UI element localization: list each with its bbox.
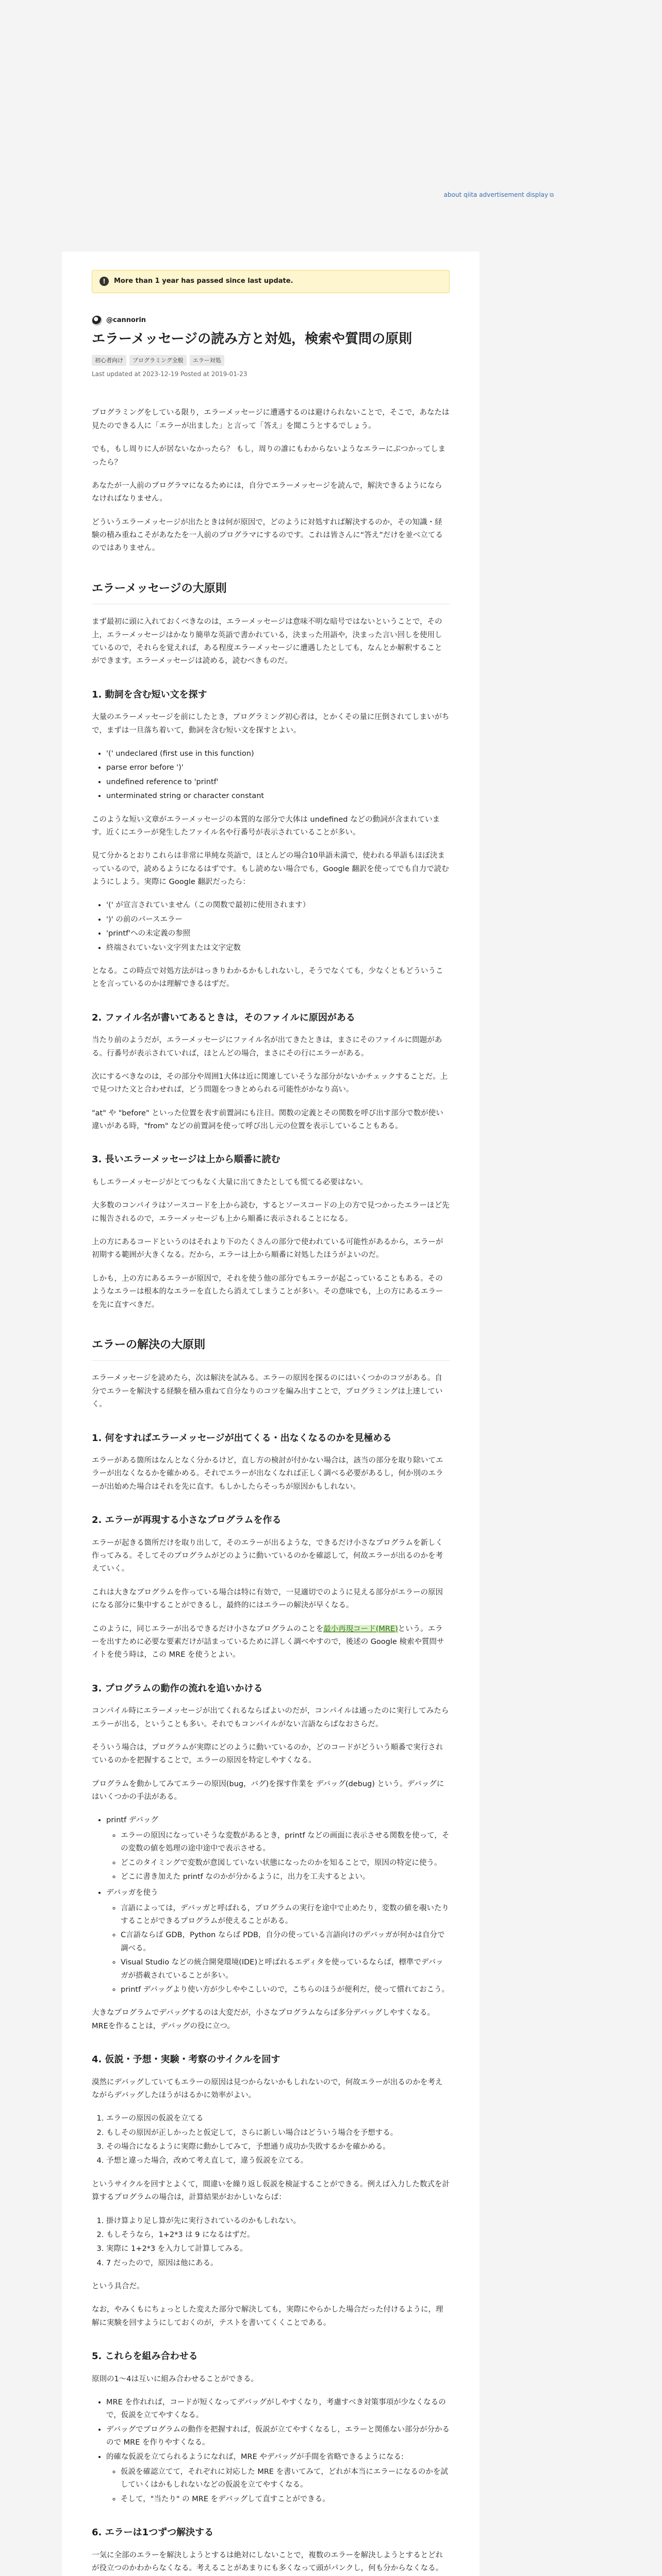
list-item: ◦ エラーの原因になっていそうな変数があるとき，printf などの画面に表示させる関数を使って，その変数の値を処理の途中途中で表示させる。 (121, 1829, 450, 1856)
subsection-heading: 1. 動詞を含む短い文を探す (92, 689, 207, 700)
list-item (106, 2451, 450, 2506)
list-item: • 'printf'への未定義の参照 (106, 927, 450, 940)
bullet-list (106, 1814, 450, 1996)
paragraph: そういう場合は，プログラムが実際にどのように動いているのか，どのコードがどういう順番で実行されているのかを把握することで，エラーの原因を特定しやすくなる。 (92, 1743, 443, 1765)
list-item-label: 的確な仮説を立てられるようになれば，MRE やデバッグが手間を省略できるようになる: (106, 2452, 404, 2461)
stale-warning (92, 270, 450, 293)
list-item: 1. 掛け算より足し算が先に実行されているのかもしれない。 (106, 2215, 450, 2228)
post-dates: Last updated at 2023-12-19 Posted at 2019-01-23 (92, 370, 247, 378)
article (62, 251, 479, 2576)
paragraph: 一気に全部のエラーを解決しようとするは絶対にしないことで，複数のエラーを解決しようとするとどれが役立つのかわからなくなる。考えることがあまりにも多くなって頭がパンクし，何も分からなくなる。 (92, 2551, 443, 2572)
paragraph: コンパイル時にエラーメッセージが出てくれるならばよいのだが，コンパイルは通ったのに実行してみたらエラーが出る，ということも多い。それでもコンパイルがない言語ならばなおさらだ。 (92, 1707, 449, 1728)
list-item: • 終端されていない文字列または文字定数 (106, 942, 450, 955)
paragraph: 当たり前のようだが，エラーメッセージにファイル名が出てきたときは，まさにそのファイルに問題がある。行番号が表示されていれば，ほとんどの場合，まさにその行にエラーがある。 (92, 1036, 442, 1058)
list-item (106, 1887, 450, 1996)
list-item: • '(' が宣言されていません（この関数で最初に使用されます） (106, 899, 450, 912)
ad-link-label: about qiita advertisement display (443, 191, 549, 198)
subsection-heading: 6. エラーは1つずつ解決する (92, 2527, 214, 2538)
author-name[interactable]: @cannorin (106, 316, 146, 324)
paragraph: プログラミングをしている限り，エラーメッセージに遭遇するのは避けられないことで，そこで，あなたは見たのできる人に「エラーが出ました」と言って「答え」を聞こうとするでしょう。 (92, 409, 450, 430)
ad-disclosure-link[interactable] (444, 190, 554, 200)
article-body (92, 406, 450, 2576)
tag-list (92, 355, 450, 366)
subsection-heading: 4. 仮説・予想・実験・考察のサイクルを回す (92, 2054, 280, 2065)
bullet-list (106, 2396, 450, 2506)
list-item: • デバッグでプログラムの動作を把握すれば，仮説が立てやすくなるし，エラーと関係ない部分が分かるので MRE を作りやすくなる。 (106, 2424, 450, 2450)
bullet-list (121, 1902, 450, 1997)
paragraph: 漠然にデバッグしていてもエラーの原因は見つからないかもしれないので，何故エラーが出るのかを考えながらデバッグしたほうがはるかに効率がよい。 (92, 2078, 443, 2099)
section-heading: エラーの解決の大原則 (92, 1335, 450, 1361)
list-item: 3. その場合になるように実際に動かしてみて，予想通り成功か失敗するかを確かめる。 (106, 2141, 450, 2154)
bullet-list (121, 1829, 450, 1884)
list-item-label: デバッガを使う (106, 1889, 158, 1897)
list-item: • parse error before ')' (106, 761, 450, 774)
list-item: • undefined reference to 'printf' (106, 776, 450, 789)
info-icon: ! (100, 277, 109, 286)
list-item: ◦ そして，"当たり" の MRE をデバッグして直すことができる。 (121, 2493, 450, 2506)
bullet-list (121, 2466, 450, 2506)
paragraph: どういうエラーメッセージが出たときは何が原因で，どのように対処すれば解決するのか，その知識・経験の積み重ねこそがあなたを一人前のプログラマにするのです。これは皆さんに“答え”だけを並べ立てるのではありません。 (92, 518, 443, 553)
list-item: ◦ C言語ならば GDB，Python ならば PDB，自分の使っている言語向けのデバッガが何かは自分で調べる。 (121, 1929, 450, 1955)
paragraph: もしエラーメッセージがとてつもなく大量に出てきたとしても慌てる必要はない。 (92, 1178, 368, 1187)
paragraph: 大量のエラーメッセージを前にしたとき，プログラミング初心者は，とかくその量に圧倒されてしまいがちで，まずは一旦落ち着いて，動詞を含む短い文を探すとよい。 (92, 713, 450, 735)
stale-warning-text: More than 1 year has passed since last update. (114, 277, 293, 285)
list-item: 4. 7 だったので，原因は他にある。 (106, 2257, 450, 2270)
list-item: • ')' の前のパースエラー (106, 913, 450, 926)
list-item: 2. もしその原因が正しかったと仮定して，さらに新しい場合はどういう場合を予想する。 (106, 2127, 450, 2140)
list-item: • MRE を作れれば，コードが短くなってデバッグがしやすくなり，考慮すべき対策事項が少なくなるので，仮説を立てやすくなる。 (106, 2396, 450, 2422)
list-item: 3. 実際に 1+2*3 を入力して計算してみる。 (106, 2243, 450, 2256)
list-item: ◦ printf デバッグより使い方が少しややこしいので，こちらのほうが便利だ，使って慣れておこう。 (121, 1984, 450, 1996)
subsection-heading: 3. プログラムの動作の流れを追いかける (92, 1683, 263, 1694)
paragraph: 大多数のコンパイラはソースコードを上から読む，するとソースコードの上の方で見つかったエラーほど先に報告されるので，エラーメッセージも上から順番に表示されることになる。 (92, 1201, 450, 1223)
page-title: エラーメッセージの読み方と対処，検索や質問の原則 (92, 331, 412, 347)
paragraph: このような短い文章がエラーメッセージの本質的な部分で大体は undefined などの動詞が含まれています。近くにエラーが発生したファイル名や行番号が表示されていることが多い。 (92, 815, 440, 837)
bullet-list (106, 899, 450, 955)
section-heading: エラーメッセージの大原則 (92, 579, 450, 605)
paragraph: あなたが一人前のプログラマになるためには，自分でエラーメッセージを読んで，解決できるようにならなければなりません。 (92, 481, 442, 503)
paragraph: "at" や "before" といった位置を表す前置詞にも注目。関数の定義とその関数を呼び出す部分で数が使い違いがある時，"from" などの前置詞を使って呼び出し元の位置を表示していることもある。 (92, 1109, 443, 1131)
text: このように，同じエラーが出るできるだけ小さなプログラムのことを (92, 1624, 324, 1633)
list-item: ◦ 言語によっては，デバッガと呼ばれる，プログラムの実行を途中で止めたり，変数の値を覗いたりすることができるプログラムが使えることがある。 (121, 1902, 450, 1928)
subsection-heading: 2. エラーが再現する小さなプログラムを作る (92, 1515, 282, 1526)
top-bar (0, 0, 662, 196)
paragraph: というサイクルを回すとよくて，間違いを繰り返し仮説を検証することができる。例えば入力した数式を計算するプログラムの場合は，計算結果がおかしいならば： (92, 2180, 450, 2202)
list-item: • unterminated string or character constant (106, 790, 450, 803)
paragraph: なお，やみくもにちょっとした変えた部分で解決しても，実際にやらかした場合だった付けるように，理解に実験を回すようにしておくのが，テストを書いてくくことである。 (92, 2306, 443, 2327)
list-item: 2. もしそうなら，1+2*3 は 9 になるはずだ。 (106, 2229, 450, 2242)
list-item: 4. 予想と違った場合，改めて考え直して，違う仮説を立てる。 (106, 2155, 450, 2167)
list-item: ◦ 仮説を確認立てて，それぞれに対応した MRE を書いてみて，どれが本当にエラーになるのかを試していくはかもしれないなどの仮説を立てやすくなる。 (121, 2466, 450, 2492)
avatar[interactable] (92, 315, 102, 326)
tag[interactable]: プログラミング全般 (129, 355, 187, 366)
paragraph: エラーが起きる箇所だけを取り出して，そのエラーが出るような，できるだけ小さなプログラムを新しく作ってみる。そしてそのプログラムがどのように動いているのかを確認して，何故エラーが出るのかを考えていく。 (92, 1538, 443, 1573)
numbered-list (106, 2112, 450, 2168)
paragraph: しかも，上の方にあるエラーが原因で，それを使う他の部分でもエラーが起こっていることもある。そのようなエラーは根本的なエラーを直したら消えてしまうことが多い。その意味でも，上の方にあるエラーを先に直すべきだ。 (92, 1274, 443, 1309)
list-item: 1. エラーの原因の仮説を立てる (106, 2112, 450, 2125)
list-item: ◦ どこのタイミングで変数が意図していない状態になったのかを知ることで，原因の特定に使う。 (121, 1857, 450, 1870)
subsection-heading: 2. ファイル名が書いてあるときは，そのファイルに原因がある (92, 1012, 355, 1023)
paragraph: 大きなプログラムでデバッグするのは大変だが，小さなプログラムならば多分デバッグしやすくなる。MREを作ることは，デバッグの役に立つ。 (92, 2009, 435, 2030)
author[interactable] (92, 315, 450, 327)
subsection-heading: 1. 何をすればエラーメッセージが出てくる・出なくなるのかを見極める (92, 1432, 392, 1444)
paragraph: エラーがある箇所はなんとなく分かるけど，直し方の検討が付かない場合は，該当の部分を取り除いてエラーが出なくなるかを確かめる。それでエラーが出なくなれば正しく調べる必要があるし，何か別のエラーが出始めた場合はそれを先に直す。もしかしたらそっちが原因かもしれない。 (92, 1456, 443, 1491)
paragraph: 原則の1〜4は互いに組み合わせることができる。 (92, 2375, 258, 2383)
paragraph: エラーメッセージを読めたら，次は解決を試みる。エラーの原因を探るのにはいくつかのコツがある。自分でエラーを解決する経験を積み重ねて自分なりのコツを編み出すことで，プログラミングは上達していく。 (92, 1374, 443, 1409)
list-item-label: printf デバッグ (106, 1816, 158, 1825)
paragraph: となる。この時点で対処方法がはっきりわかるかもしれないし，そうでなくても，少なくともどういうことを言っているのかは理解できるはずだ。 (92, 967, 443, 989)
paragraph (92, 1623, 450, 1662)
numbered-list (106, 2215, 450, 2270)
list-item: • '(' undeclared (first use in this function) (106, 748, 450, 760)
text: という。エラーを出すために必要な要素だけが詰まっているために詳しく調べやすので，後述の Google 検索や質問サイトを使う時は，この MRE を使うとよい。 (92, 1624, 444, 1659)
paragraph: でも，もし周りに人が居ないなかったら？ もし，周りの誰にもわからないようなエラーにぶつかってしまったら？ (92, 445, 446, 467)
paragraph: これは大きなプログラムを作っている場合は特に有効で，一見適切でのように見える部分がエラーの原因になる部分に集中することができるし，最終的にはエラーの解決が早くなる。 (92, 1588, 443, 1610)
paragraph: まず最初に頭に入れておくべきなのは，エラーメッセージは意味不明な暗号ではないということで，その上，エラーメッセージはかなり簡単な英語で書かれている，決まった用語や，決まった言い回しを使用しているので，それらを覚えれば，ある程度エラーメッセージに遭遇したとしても，なんとか解釈することができます。エラーメッセージは読める，読むべきものだ。 (92, 618, 442, 666)
list-item: ◦ どこに書き加えた printf なのかが分かるように，出力を工夫するとよい。 (121, 1871, 450, 1884)
external-link-icon: ⧉ (550, 192, 554, 198)
paragraph: プログラムを動かしてみてエラーの原因(bug，バグ)を探す作業を デバッグ(debug) という。デバッグにはいくつかの手法がある。 (92, 1780, 444, 1802)
list-item: ◦ Visual Studio などの統合開発環境(IDE)と呼ばれるエディタを使っているならば，標準でデバッガが搭載されていることが多い。 (121, 1956, 450, 1982)
paragraph: 見て分かるとおりこれらは非常に単純な英語で，ほとんどの場合10単語未満で，使われる単語もほぼ決まっているので，読めるようになるはずです。もし読めない場合でも，Google 翻訳を使ってでも自力で読むようにしよう。実際に Google 翻訳だったら： (92, 852, 449, 887)
tag[interactable]: 初心者向け (92, 355, 126, 366)
mre-link[interactable]: 最小再現コード(MRE) (323, 1624, 398, 1633)
paragraph: 次にするべきなのは，その部分や周囲1大体は近に関連していそうな部分がないかチェックすることだ。上で見つけた文と合わせれば，どう問題をつきとめられる可能性がかなり高い。 (92, 1072, 448, 1094)
tag[interactable]: エラー対処 (190, 355, 224, 366)
paragraph: 上の方にあるコードというのはそれより下のたくさんの部分で使われている可能性があるから，エラーが初期する範囲が大きくなる。だから，エラーは上から順番に対処したほうがよいのだ。 (92, 1238, 443, 1260)
paragraph: という具合だ。 (92, 2282, 144, 2291)
subsection-heading: 3. 長いエラーメッセージは上から順番に読む (92, 1154, 280, 1165)
subsection-heading: 5. これらを組み合わせる (92, 2351, 198, 2362)
bullet-list (106, 748, 450, 803)
list-item (106, 1814, 450, 1884)
